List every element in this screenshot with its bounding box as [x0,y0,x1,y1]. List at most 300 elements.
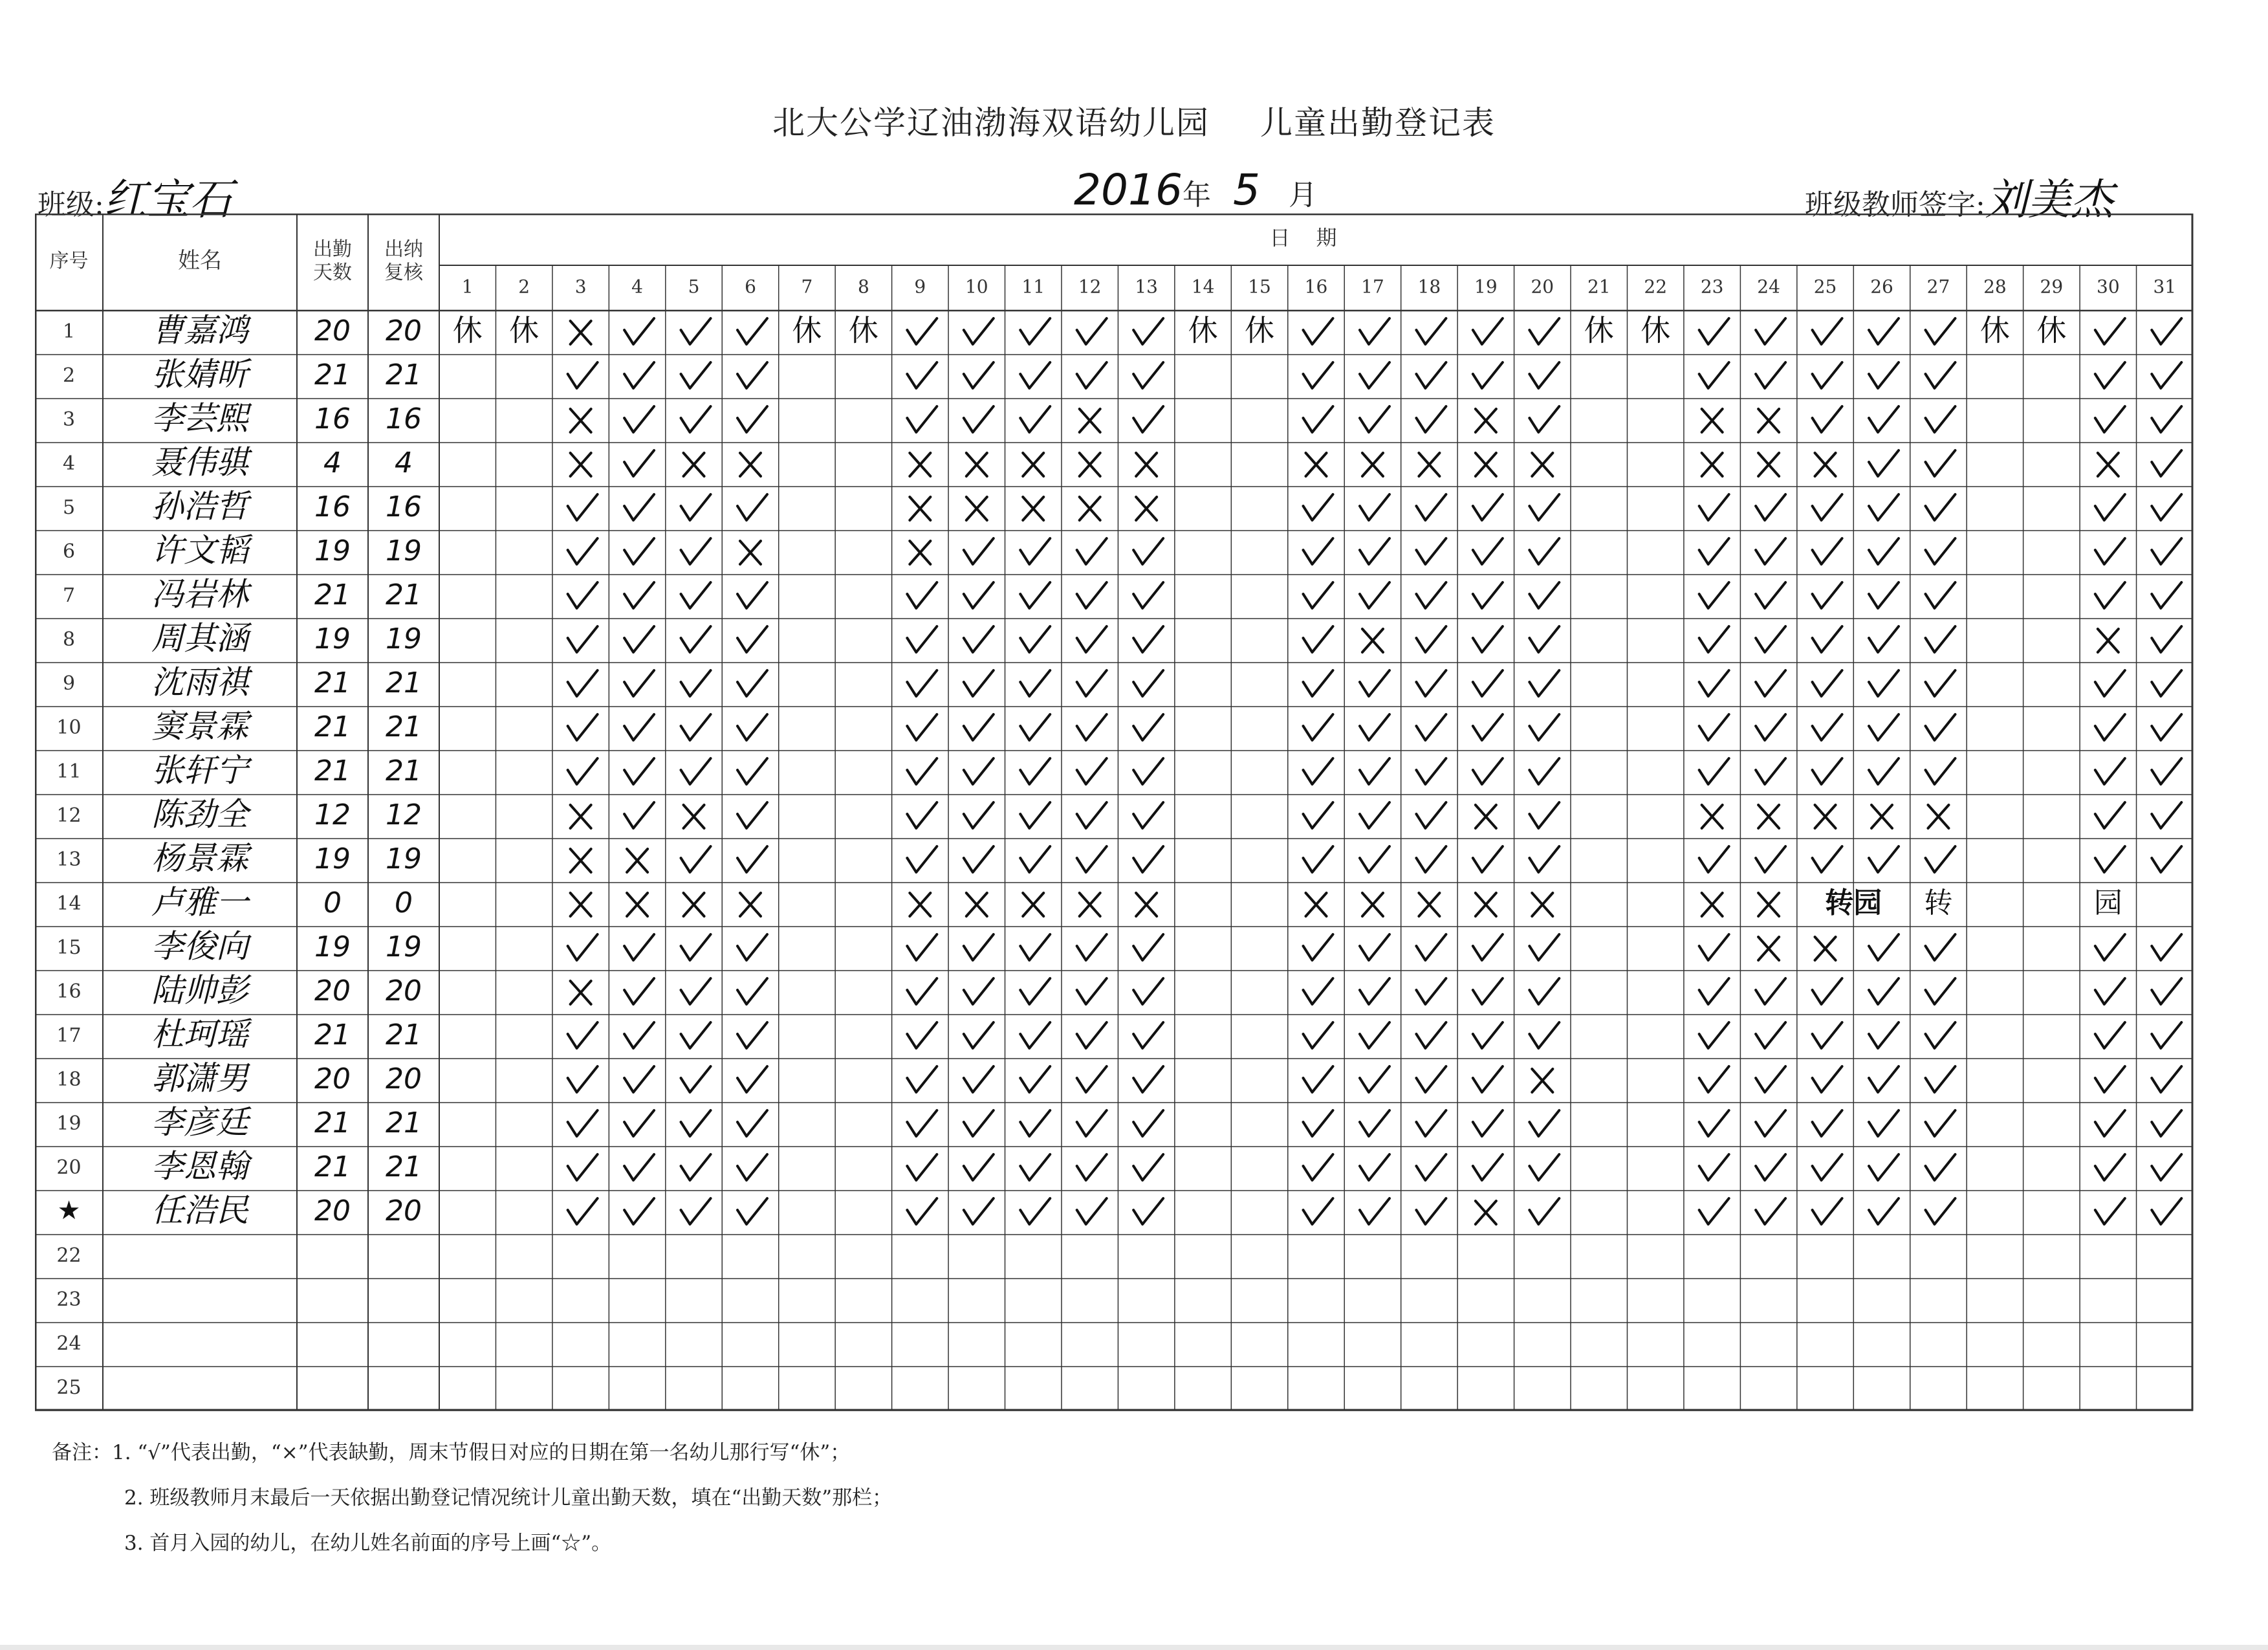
check-mark [1529,846,1559,872]
check-mark [568,758,598,784]
review-days: 21 [386,1018,422,1051]
attendance-days: 19 [314,842,351,875]
review-days: 21 [386,578,422,611]
day-number: 6 [745,276,756,298]
check-mark [1416,670,1446,696]
check-mark [1303,846,1333,872]
check-mark [1699,582,1729,608]
absent-mark [1023,497,1043,520]
check-mark [964,1198,994,1224]
student-name: 李彦廷 [151,1103,248,1141]
student-name: 陆帅彭 [151,971,248,1009]
check-mark [1303,494,1333,520]
check-mark [624,1022,654,1048]
note-1: 备注：1. “√”代表出勤，“×”代表缺勤，周末节假日对应的日期在第一名幼儿那行写“休”； [52,1441,851,1464]
check-mark [1020,626,1050,652]
check-mark [1813,538,1842,564]
check-mark [1473,846,1503,872]
check-mark [737,1154,767,1180]
check-mark [568,714,598,740]
check-mark [1925,758,1955,784]
check-mark [681,406,711,432]
day-number: 18 [1417,276,1441,298]
check-mark [1869,318,1899,344]
check-mark [1813,582,1842,608]
check-mark [1020,1154,1050,1180]
row-seq: 24 [56,1332,82,1355]
student-name: 窦景霖 [151,707,248,745]
check-mark [1303,670,1333,696]
check-mark [681,582,711,608]
check-mark [568,362,598,388]
check-mark [1303,802,1333,828]
check-mark [568,1022,598,1048]
holiday-mark: 休 [509,313,540,348]
check-mark [2095,582,2125,608]
check-mark [624,538,654,564]
absent-mark [910,893,930,916]
check-mark [2152,406,2181,432]
absent-mark [1532,453,1553,476]
check-mark [1756,318,1785,344]
attendance-days: 20 [314,974,351,1007]
absent-mark [1702,453,1723,476]
check-mark [1360,978,1390,1004]
check-mark [907,318,937,344]
check-mark [681,714,711,740]
student-name: 张婧昕 [151,355,248,393]
check-mark [681,1154,711,1180]
day-number: 26 [1870,276,1893,298]
check-mark [907,714,937,740]
check-mark [1360,494,1390,520]
check-mark [1473,626,1503,652]
check-mark [2095,318,2125,344]
check-mark [1925,714,1955,740]
check-mark [624,582,654,608]
check-mark [1699,670,1729,696]
check-mark [1303,538,1333,564]
check-mark [1473,362,1503,388]
check-mark [1416,1022,1446,1048]
check-mark [1133,846,1163,872]
check-mark [1020,758,1050,784]
check-mark [681,494,711,520]
check-mark [907,1066,937,1092]
row-seq: 13 [56,848,82,871]
absent-mark [1758,453,1779,476]
check-mark [1756,1110,1785,1136]
review-days: 4 [395,446,413,479]
check-mark [1360,1198,1390,1224]
check-mark [1699,626,1729,652]
absent-mark [966,497,987,520]
check-mark [2095,978,2125,1004]
check-mark [2152,362,2181,388]
attendance-days: 21 [314,754,351,787]
check-mark [1020,1066,1050,1092]
day-number: 28 [1983,276,2007,298]
day-number: 22 [1644,276,1668,298]
check-mark [1360,1110,1390,1136]
check-mark [2095,846,2125,872]
check-mark [1020,714,1050,740]
check-mark [1869,758,1899,784]
check-mark [624,934,654,960]
check-mark [907,802,937,828]
check-mark [1303,714,1333,740]
header-dates: 日期 [1269,225,1363,250]
check-mark [1077,1066,1107,1092]
holiday-mark: 休 [792,313,822,348]
student-name: 李俊向 [151,927,248,965]
check-mark [681,978,711,1004]
review-days: 16 [386,490,422,523]
check-mark [1699,714,1729,740]
check-mark [1529,362,1559,388]
check-mark [1473,1154,1503,1180]
row-seq: 2 [62,364,76,387]
check-mark [1869,670,1899,696]
check-mark [1869,1154,1899,1180]
check-mark [2152,714,2181,740]
absent-mark [966,893,987,916]
absent-mark [1362,893,1383,916]
check-mark [1925,846,1955,872]
check-mark [681,318,711,344]
day-number: 30 [2097,276,2120,298]
check-mark [907,934,937,960]
check-mark [1077,802,1107,828]
check-mark [737,934,767,960]
table-border [36,214,2192,1410]
holiday-mark: 休 [1641,313,1671,348]
attendance-days: 16 [314,490,351,523]
check-mark [737,802,767,828]
check-mark [2152,318,2181,344]
check-mark [1473,934,1503,960]
check-mark [964,978,994,1004]
absent-mark [740,541,761,564]
check-mark [964,1154,994,1180]
header-seq: 序号 [49,250,89,272]
check-mark [1925,1198,1955,1224]
absent-mark [1419,893,1439,916]
check-mark [1869,1022,1899,1048]
review-days: 19 [386,930,422,963]
absent-mark [627,893,648,916]
absent-mark [910,453,930,476]
check-mark [624,450,654,476]
check-mark [681,1022,711,1048]
check-mark [1133,582,1163,608]
check-mark [1869,494,1899,520]
holiday-mark: 休 [1979,313,2010,348]
absent-mark [1023,453,1043,476]
review-days: 20 [386,974,422,1007]
day-number: 29 [2040,276,2064,298]
check-mark [1133,758,1163,784]
check-mark [964,1022,994,1048]
check-mark [1360,758,1390,784]
check-mark [1925,406,1955,432]
check-mark [1699,1198,1729,1224]
check-mark [1416,318,1446,344]
check-mark [1360,802,1390,828]
check-mark [1133,978,1163,1004]
school-name: 北大公学辽油渤海双语幼儿园 [772,104,1210,142]
check-mark [624,1154,654,1180]
check-mark [1077,362,1107,388]
check-mark [964,758,994,784]
check-mark [1416,1154,1446,1180]
check-mark [1473,714,1503,740]
row-seq: 18 [56,1068,82,1091]
check-mark [624,1066,654,1092]
check-mark [1360,582,1390,608]
attendance-days: 19 [314,622,351,655]
day-number: 13 [1135,276,1158,298]
check-mark [1813,978,1842,1004]
check-mark [907,362,937,388]
check-mark [1133,362,1163,388]
check-mark [1303,626,1333,652]
check-mark [1416,846,1446,872]
note-3: 3. 首月入园的幼儿，在幼儿姓名前面的序号上画“☆”。 [124,1532,612,1555]
check-mark [624,978,654,1004]
day-number: 14 [1191,276,1215,298]
check-mark [1529,714,1559,740]
check-mark [907,758,937,784]
check-mark [1869,538,1899,564]
check-mark [2152,626,2181,652]
check-mark [964,846,994,872]
check-mark [1473,1110,1503,1136]
check-mark [737,318,767,344]
review-days: 16 [386,402,422,435]
check-mark [1529,934,1559,960]
check-mark [964,1066,994,1092]
student-name: 郭潇男 [151,1059,248,1097]
check-mark [1473,1022,1503,1048]
check-mark [568,670,598,696]
absent-mark [1362,453,1383,476]
check-mark [1077,714,1107,740]
attendance-days: 19 [314,930,351,963]
teacher-signature: 刘美杰 [1985,175,2113,225]
student-name: 任浩民 [151,1191,248,1229]
holiday-mark: 休 [848,313,878,348]
absent-mark [2098,629,2119,652]
check-mark [1020,1022,1050,1048]
row-seq: 25 [56,1376,82,1399]
check-mark [2152,1154,2181,1180]
year-label: 年 [1182,179,1211,212]
check-mark [1077,978,1107,1004]
check-mark [737,670,767,696]
check-mark [907,406,937,432]
check-mark [1813,1066,1842,1092]
absent-mark [1080,453,1100,476]
row-seq: 20 [56,1156,82,1179]
check-mark [907,626,937,652]
check-mark [907,978,937,1004]
check-mark [1473,582,1503,608]
check-mark [1020,538,1050,564]
year-value: 2016 [1074,165,1183,215]
check-mark [2152,494,2181,520]
check-mark [2152,1110,2181,1136]
check-mark [737,582,767,608]
day-number: 20 [1531,276,1554,298]
day-number: 8 [857,276,869,298]
check-mark [907,582,937,608]
check-mark [2095,362,2125,388]
review-days: 19 [386,534,422,567]
date-field [1074,165,1317,215]
student-name: 沈雨祺 [151,663,248,701]
absent-mark [571,805,591,828]
check-mark [681,846,711,872]
check-mark [737,406,767,432]
check-mark [1813,846,1842,872]
check-mark [1360,670,1390,696]
holiday-mark: 休 [2036,313,2067,348]
check-mark [1020,1110,1050,1136]
check-mark [1529,406,1559,432]
check-mark [1869,846,1899,872]
absent-mark [1476,805,1496,828]
check-mark [1473,670,1503,696]
check-mark [624,626,654,652]
check-mark [1303,978,1333,1004]
day-number: 24 [1757,276,1780,298]
check-mark [1869,362,1899,388]
check-mark [2095,494,2125,520]
absent-mark [1815,937,1836,960]
check-mark [1303,582,1333,608]
class-label: 班级: [38,188,104,221]
review-days: 20 [386,314,422,347]
attendance-days: 20 [314,314,351,347]
check-mark [1416,406,1446,432]
check-mark [1699,978,1729,1004]
absent-mark [571,893,591,916]
check-mark [1303,1022,1333,1048]
check-mark [1813,758,1842,784]
check-mark [2152,934,2181,960]
check-mark [1303,1154,1333,1180]
check-mark [1699,758,1729,784]
check-mark [1416,1198,1446,1224]
absent-mark [1136,893,1157,916]
check-mark [964,1110,994,1136]
check-mark [2095,714,2125,740]
check-mark [2152,1022,2181,1048]
absent-mark [1758,409,1779,432]
check-mark [907,846,937,872]
check-mark [964,802,994,828]
student-name: 李恩翰 [151,1147,248,1185]
check-mark [568,626,598,652]
check-mark [2152,846,2181,872]
check-mark [1813,362,1842,388]
absent-mark [1532,1069,1553,1092]
day-number: 11 [1021,276,1045,298]
student-name: 冯岩林 [151,575,248,613]
check-mark [1756,1022,1785,1048]
check-mark [1303,1110,1333,1136]
check-mark [1925,494,1955,520]
check-mark [2152,450,2181,476]
check-mark [2095,758,2125,784]
check-mark [1699,934,1729,960]
check-mark [1925,362,1955,388]
check-mark [1360,362,1390,388]
header-days: 出勤天数 [313,238,352,284]
attendance-days: 20 [314,1194,351,1227]
absent-mark [571,981,591,1004]
row-seq: 1 [62,320,76,343]
check-mark [1756,1154,1785,1180]
class-value: 红宝石 [104,175,232,225]
row-seq: 10 [56,716,82,739]
check-mark [1925,978,1955,1004]
check-mark [1077,626,1107,652]
check-mark [737,362,767,388]
attendance-days: 4 [323,446,342,479]
check-mark [737,1022,767,1048]
attendance-days: 21 [314,358,351,391]
student-name: 陈劲全 [151,795,248,833]
check-mark [1529,1110,1559,1136]
check-mark [1813,1022,1842,1048]
check-mark [1699,1154,1729,1180]
review-days: 21 [386,754,422,787]
absent-mark [910,497,930,520]
check-mark [907,670,937,696]
check-mark [1925,1110,1955,1136]
header-name: 姓名 [178,248,222,274]
holiday-mark: 休 [1188,313,1218,348]
day-number: 9 [914,276,926,298]
check-mark [1869,1198,1899,1224]
check-mark [1529,318,1559,344]
check-mark [1925,1066,1955,1092]
check-mark [737,758,767,784]
check-mark [1303,406,1333,432]
check-mark [1360,538,1390,564]
day-number: 23 [1700,276,1724,298]
check-mark [681,538,711,564]
check-mark [2152,758,2181,784]
check-mark [1925,1022,1955,1048]
check-mark [1133,318,1163,344]
absent-mark [2098,453,2119,476]
day-number: 19 [1474,276,1498,298]
check-mark [1473,494,1503,520]
check-mark [624,362,654,388]
check-mark [2095,1198,2125,1224]
check-mark [1699,1110,1729,1136]
check-mark [2152,538,2181,564]
absent-mark [1815,453,1836,476]
check-mark [1813,1154,1842,1180]
check-mark [1077,582,1107,608]
check-mark [1925,934,1955,960]
check-mark [1869,978,1899,1004]
check-mark [2095,934,2125,960]
